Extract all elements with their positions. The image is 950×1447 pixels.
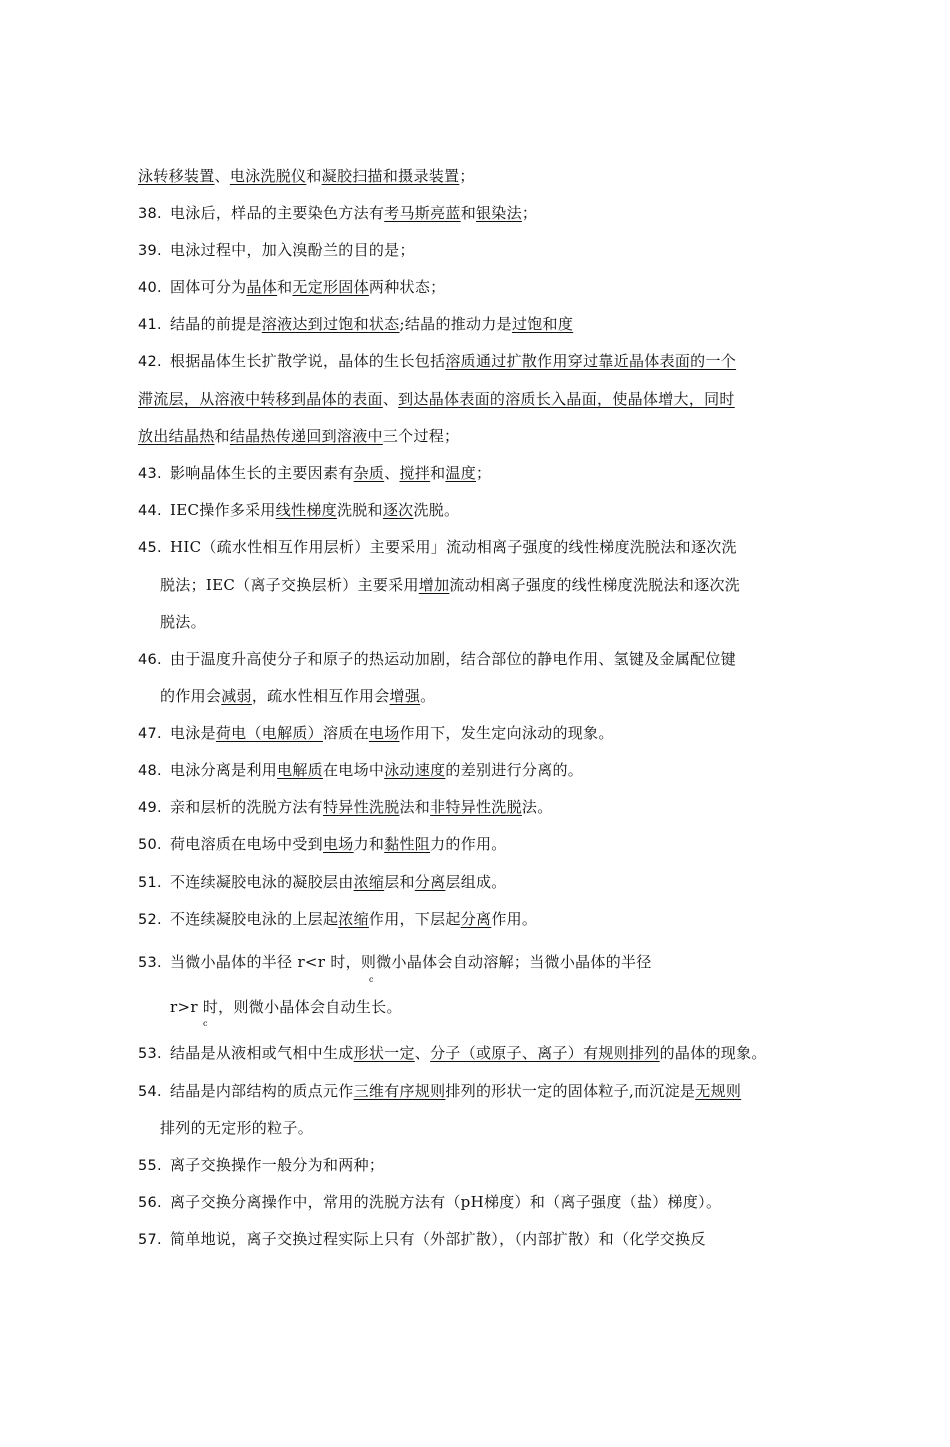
text-segment: 结晶是从液相或气相中生成 xyxy=(169,1044,354,1062)
text-line xyxy=(138,760,583,781)
answer-blank: 无定形固体 xyxy=(292,278,369,296)
answer-blank: 泳动速度 xyxy=(384,761,446,779)
answer-blank: 考马斯亮蓝 xyxy=(384,204,461,222)
answer-blank: 凝胶扫描和摄录装置 xyxy=(321,167,460,185)
answer-blank: 形状一定 xyxy=(353,1044,415,1062)
text-segment: 、 xyxy=(214,167,230,185)
answer-blank: 过饱和度 xyxy=(511,315,574,333)
answer-blank: 滞流层，从溶液中转移到晶体的表面 xyxy=(138,390,383,408)
text-segment: 层和 xyxy=(384,873,415,891)
item-number: 50. xyxy=(138,837,162,853)
text-segment: 三个过程； xyxy=(382,427,460,445)
answer-blank: 逐次 xyxy=(382,501,414,519)
text-line xyxy=(138,1043,767,1064)
subscript-c: c xyxy=(203,1019,208,1028)
item-number: 48. xyxy=(138,763,162,779)
item-number: 43. xyxy=(138,466,162,482)
text-segment: 排列的形状一定的固体粒子,而沉淀是 xyxy=(445,1082,696,1100)
text-segment: ； xyxy=(476,464,492,482)
text-segment: 流动相离子强度的线性梯度洗脱法和逐次洗 xyxy=(449,576,741,594)
text-segment: 溶质在 xyxy=(322,724,369,742)
text-segment: 在电场中 xyxy=(322,761,385,779)
item-number: 41. xyxy=(138,317,162,333)
text-line xyxy=(138,872,507,893)
answer-blank: 增加 xyxy=(418,576,450,594)
text-line xyxy=(138,277,445,298)
text-line xyxy=(160,612,206,632)
text-segment: 电泳分离是利用 xyxy=(169,761,278,779)
text-line xyxy=(138,537,737,558)
text-segment: 固体可分为 xyxy=(169,278,247,296)
text-segment: 排列的无定形的粒子。 xyxy=(160,1119,314,1137)
answer-blank: 三维有序规则 xyxy=(353,1082,446,1100)
item-number: 52. xyxy=(138,912,162,928)
text-segment: 力的作用。 xyxy=(430,835,507,853)
text-segment: 和 xyxy=(306,167,322,185)
item-number: 53. xyxy=(138,955,162,971)
answer-blank: 泳转移装置 xyxy=(138,167,215,185)
text-segment: 不连续凝胶电泳的凝胶层由 xyxy=(169,873,354,891)
text-segment: 当微小晶体的半径 r<r 时，则微小晶体会自动溶解；当微小晶体的半径 xyxy=(169,953,652,971)
text-segment: 简单地说，离子交换过程实际上只有（外部扩散），（内部扩散）和（化学交换反 xyxy=(169,1230,706,1248)
item-number: 44. xyxy=(138,503,162,519)
answer-blank: 电泳洗脱仪 xyxy=(229,167,307,185)
text-segment: 和 xyxy=(430,464,446,482)
item-number: 57. xyxy=(138,1232,162,1248)
answer-blank: 浓缩 xyxy=(353,873,385,891)
text-segment: 电泳后，样品的主要染色方法有 xyxy=(169,204,385,222)
text-line xyxy=(138,389,735,409)
answer-blank: 非特异性洗脱 xyxy=(430,798,522,816)
item-number: 38. xyxy=(138,206,162,222)
text-segment: 、 xyxy=(382,390,399,408)
text-segment: 作用。 xyxy=(491,910,538,928)
text-line xyxy=(138,1081,741,1102)
item-number: 45. xyxy=(138,540,162,556)
item-number: 46. xyxy=(138,652,162,668)
answer-blank: 放出结晶热 xyxy=(138,427,215,445)
answer-blank: 黏性阻 xyxy=(384,835,431,853)
answer-blank: 到达晶体表面的溶质长入晶面，使晶体增大，同时 xyxy=(398,390,735,408)
text-line xyxy=(138,952,652,973)
answer-blank: 溶液达到过饱和状态 xyxy=(261,315,400,333)
text-segment: 电泳是 xyxy=(169,724,216,742)
answer-blank: 减弱 xyxy=(221,687,252,705)
text-line xyxy=(138,463,491,484)
text-segment: HIC（疏水性相互作用层析）主要采用」流动相离子强度的线性梯度洗脱法和逐次洗 xyxy=(169,538,737,556)
text-line xyxy=(138,723,614,744)
answer-blank: 溶质通过扩散作用穿过靠近晶体表面的一个 xyxy=(445,352,737,370)
text-segment: 两种状态； xyxy=(368,278,446,296)
text-line xyxy=(160,575,740,595)
text-segment: 亲和层析的洗脱方法有 xyxy=(169,798,323,816)
text-segment: 影响晶体生长的主要因素有 xyxy=(169,464,354,482)
text-line xyxy=(138,166,475,186)
text-segment: 脱法；IEC（离子交换层析）主要采用 xyxy=(160,576,419,594)
answer-blank: 无规则 xyxy=(695,1082,742,1100)
text-segment: 洗脱。 xyxy=(413,501,460,519)
answer-blank: 杂质 xyxy=(353,464,385,482)
text-segment: 根据晶体生长扩散学说，晶体的生长包括 xyxy=(169,352,446,370)
text-line xyxy=(160,686,435,706)
item-number: 47. xyxy=(138,726,162,742)
text-line xyxy=(138,351,736,372)
text-line xyxy=(138,909,537,930)
text-segment: ，疏水性相互作用会 xyxy=(251,687,390,705)
text-segment: 法和 xyxy=(399,798,431,816)
item-number: 51. xyxy=(138,875,162,891)
text-line xyxy=(138,797,553,818)
answer-blank: 荷电（电解质） xyxy=(215,724,323,742)
text-segment: 结晶的前提是 xyxy=(169,315,262,333)
answer-blank: 结晶热传递回到溶液中 xyxy=(229,427,383,445)
text-line xyxy=(138,834,507,855)
text-segment: 力和 xyxy=(353,835,385,853)
answer-blank: 晶体 xyxy=(246,278,278,296)
answer-blank: 增强 xyxy=(389,687,421,705)
answer-blank: 电场 xyxy=(368,724,400,742)
item-number: 42. xyxy=(138,354,162,370)
item-number: 40. xyxy=(138,280,162,296)
item-number: 49. xyxy=(138,800,162,816)
text-segment: 的差别进行分离的。 xyxy=(445,761,584,779)
answer-blank: 温度 xyxy=(445,464,477,482)
text-segment: 结晶是内部结构的质点元作 xyxy=(169,1082,354,1100)
text-segment: 和 xyxy=(214,427,230,445)
text-line xyxy=(160,1118,313,1138)
text-segment: 法。 xyxy=(521,798,553,816)
text-line xyxy=(138,500,459,521)
text-line xyxy=(138,240,415,261)
answer-blank: 电解质 xyxy=(277,761,323,779)
text-line xyxy=(138,1155,384,1176)
text-line xyxy=(138,649,736,670)
answer-blank: 分子（或原子、离子）有规则排列 xyxy=(430,1044,660,1062)
item-number: 56. xyxy=(138,1195,162,1211)
text-segment: 的晶体的现象。 xyxy=(659,1044,767,1062)
text-segment: 层组成。 xyxy=(445,873,507,891)
text-segment: ； xyxy=(459,167,475,185)
text-segment: 电泳过程中，加入溴酚兰的目的是； xyxy=(169,241,415,259)
answer-blank: 搅拌 xyxy=(399,464,431,482)
text-segment: 洗脱和 xyxy=(336,501,383,519)
answer-blank: 分离 xyxy=(460,910,492,928)
text-segment: 作用，下层起 xyxy=(368,910,461,928)
text-segment: ； xyxy=(521,204,538,222)
answer-blank: 特异性洗脱 xyxy=(322,798,400,816)
item-number: 55. xyxy=(138,1158,162,1174)
text-segment: IEC操作多采用 xyxy=(169,501,276,519)
text-segment: 离子交换操作一般分为和两种； xyxy=(169,1156,385,1174)
text-line xyxy=(138,1192,721,1213)
answer-blank: 浓缩 xyxy=(338,910,369,928)
text-line xyxy=(138,426,459,446)
text-segment: 作用下，发生定向泳动的现象。 xyxy=(399,724,614,742)
text-segment: 的作用会 xyxy=(160,687,222,705)
text-segment: ;结晶的推动力是 xyxy=(399,315,512,333)
text-segment: 离子交换分离操作中，常用的洗脱方法有（pH梯度）和（离子强度（盐）梯度）。 xyxy=(169,1193,722,1211)
text-line xyxy=(138,203,537,224)
text-segment: 由于温度升高使分子和原子的热运动加剧，结合部位的静电作用、氢键及金属配位键 xyxy=(169,650,737,668)
subscript-c: c xyxy=(369,975,374,984)
text-segment: 脱法。 xyxy=(160,613,206,631)
text-line xyxy=(170,997,402,1017)
text-segment: 不连续凝胶电泳的上层起 xyxy=(169,910,339,928)
text-line xyxy=(138,1229,706,1250)
text-segment: r>r 时，则微小晶体会自动生长。 xyxy=(170,998,402,1016)
answer-blank: 电场 xyxy=(322,835,354,853)
item-number: 39. xyxy=(138,243,162,259)
text-segment: 荷电溶质在电场中受到 xyxy=(169,835,323,853)
text-segment: 。 xyxy=(420,687,436,705)
item-number: 53. xyxy=(138,1046,162,1062)
text-line xyxy=(138,314,573,335)
answer-blank: 分离 xyxy=(414,873,446,891)
item-number: 54. xyxy=(138,1084,162,1100)
text-segment: 和 xyxy=(460,204,476,222)
text-segment: 和 xyxy=(277,278,293,296)
text-segment: 、 xyxy=(414,1044,431,1062)
text-segment: 、 xyxy=(384,464,400,482)
answer-blank: 线性梯度 xyxy=(275,501,337,519)
answer-blank: 银染法 xyxy=(476,204,522,222)
